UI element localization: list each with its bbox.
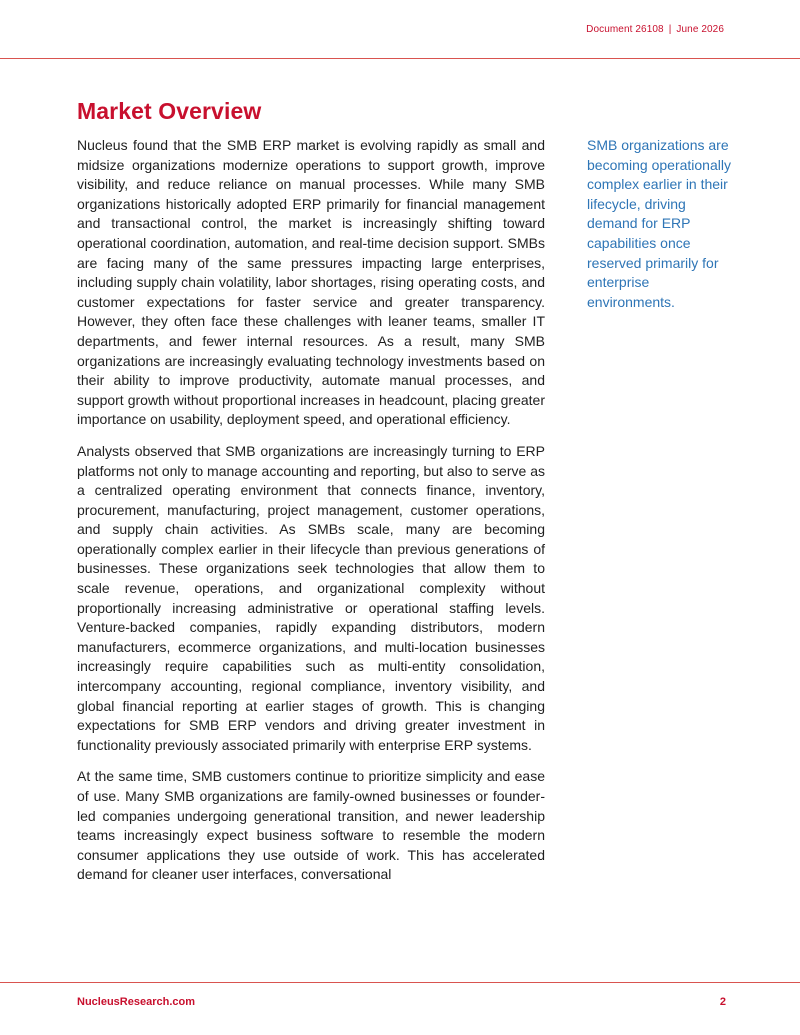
body-text-column xyxy=(77,136,545,885)
page-number: 2 xyxy=(719,996,726,1008)
body-paragraph-1: Nucleus found that the SMB ERP market is evolving rapidly as small and midsize organizations modernize operations to support growth, improve visibility, and reduce reliance on manual processes. While many SMB organizations historically adopted ERP primarily for financial management and transactional control, the market is increasingly shifting toward operational coordination, automation, and real-time decision support. SMBs are facing many of the same pressures impacting large enterprises, including supply chain volatility, labor shortages, rising operating costs, and customer expectations for faster service and greater transparency. However, they often face these challenges with leaner teams, smaller IT departments, and fewer internal resources. As a result, many SMB organizations are increasingly evaluating technology investments based on their ability to improve productivity, automate manual processes, and support growth without proportional increases in headcount, placing greater importance on usability, deployment speed, and operational efficiency. xyxy=(77,137,545,428)
footer-website: NucleusResearch.com xyxy=(77,996,195,1008)
page-title: Market Overview xyxy=(77,98,262,124)
header-separator: | xyxy=(668,24,672,35)
body-paragraph-3: At the same time, SMB customers continue to prioritize simplicity and ease of use. Many SMB organizations are family-owned businesses or founder-led companies undergoing generational transition, and newer leadership teams increasingly expect business software to resemble the modern consumer applications they use outside of work. This has accelerated demand for cleaner user interfaces, conversational xyxy=(77,768,545,883)
document-header-meta xyxy=(586,24,724,35)
footer-rule xyxy=(0,982,800,983)
body-paragraph-2: Analysts observed that SMB organizations are increasingly turning to ERP platforms not only to manage accounting and reporting, but also to serve as a centralized operating environment that connects finance, inventory, procurement, manufacturing, project management, customer operations, and supply chain activities. As SMBs scale, many are becoming operationally complex earlier in their lifecycle than previous generations of businesses. These organizations seek technologies that allow them to scale revenue, operations, and organizational complexity without proportionally increasing administrative or operational staffing levels. Venture-backed companies, rapidly expanding distributors, modern manufacturers, ecommerce organizations, and multi-location businesses increasingly require capabilities such as multi-entity consolidation, intercompany accounting, regional compliance, inventory visibility, and global financial reporting at earlier stages of growth. This is changing expectations for SMB ERP vendors and driving greater investment in functionality previously associated primarily with enterprise ERP systems. xyxy=(77,442,545,753)
document-number: Document 26108 xyxy=(586,24,664,35)
header-rule xyxy=(0,58,800,59)
document-date: June 2026 xyxy=(676,24,724,35)
sidebar-pull-quote: SMB organizations are becoming operationally complex earlier in their lifecycle, driving demand for ERP capabilities once reserved primarily for enterprise environments. xyxy=(587,137,731,310)
